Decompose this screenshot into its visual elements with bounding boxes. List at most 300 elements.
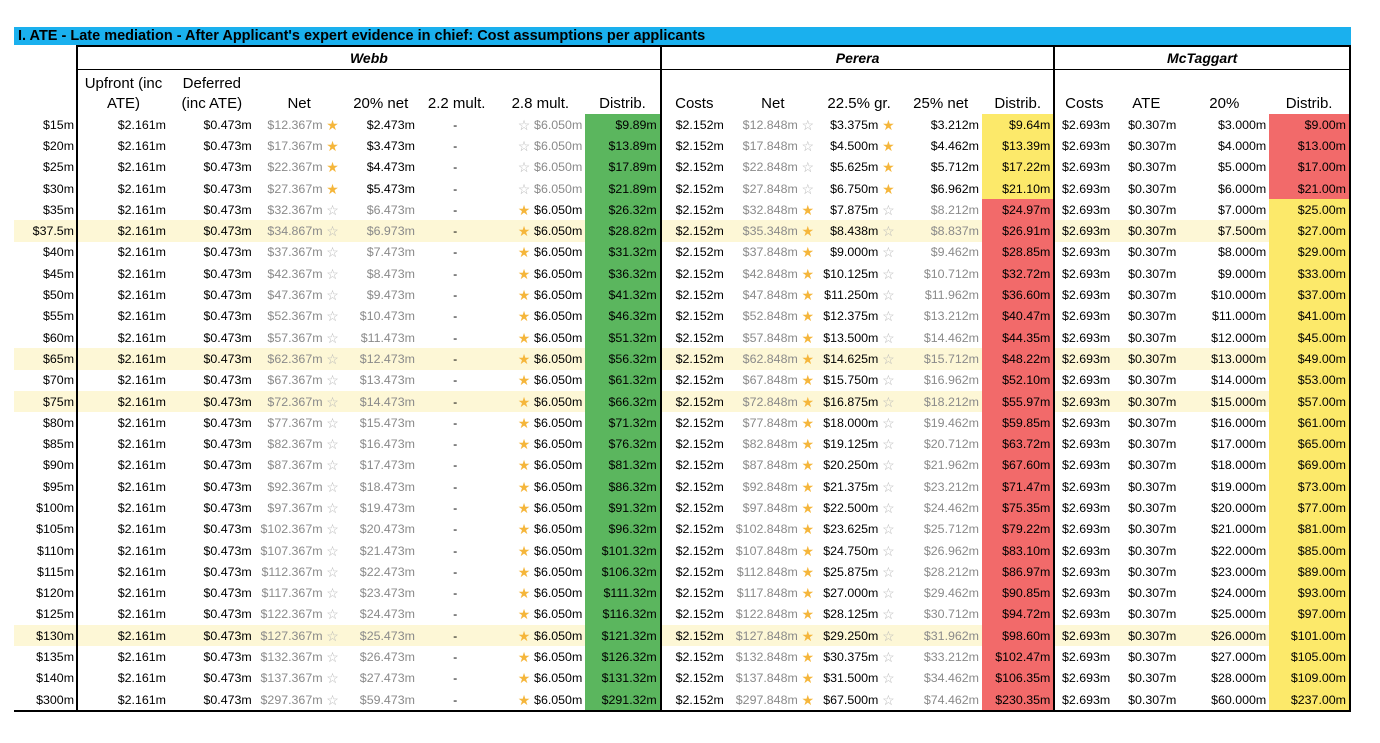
perera-gr-cell: $6.750m: [830, 181, 879, 196]
star-icon: ☆: [326, 563, 339, 580]
mctaggart-costs-cell: $2.693m: [1054, 242, 1113, 263]
claim-value: $30m: [43, 181, 75, 196]
table-row: [14, 348, 1350, 369]
perera-distrib-cell: $44.35m: [982, 327, 1054, 348]
perera-net-cell: $87.848m: [742, 458, 798, 473]
perera-costs-cell: $2.152m: [661, 540, 727, 561]
webb-net-cell: $97.367m: [267, 500, 323, 515]
perera-25-net-cell: $33.212m: [923, 650, 980, 665]
webb-20-net-cell: $8.473m: [366, 266, 415, 281]
claim-value: $100m: [36, 500, 75, 515]
perera-net-cell: $92.848m: [742, 479, 798, 494]
webb-distrib-cell: $71.32m: [585, 412, 660, 433]
header-2-8-mult: 2.8 mult.: [511, 95, 570, 112]
webb-distrib-cell: $36.32m: [585, 263, 660, 284]
deferred-cell: $0.473m: [203, 522, 252, 537]
star-icon: ★: [801, 350, 815, 367]
mctaggart-ate-cell: $0.307m: [1128, 160, 1177, 175]
star-icon: ★: [517, 350, 531, 367]
star-icon: ★: [801, 585, 815, 602]
mctaggart-20-cell: $18.000m: [1211, 458, 1267, 473]
webb-2-8-mult-cell: $6.050m: [534, 564, 583, 579]
perera-costs-cell: $2.152m: [661, 646, 727, 667]
star-icon: ★: [517, 372, 531, 389]
perera-gr-cell: $67.500m: [823, 692, 879, 707]
perera-net-cell: $107.848m: [735, 543, 798, 558]
header-mctaggart-distrib: Distrib.: [1269, 70, 1350, 115]
webb-2-8-mult-cell: $6.050m: [534, 266, 583, 281]
perera-net-cell: $42.848m: [742, 266, 798, 281]
star-icon: ☆: [326, 606, 339, 623]
mctaggart-distrib-cell: $33.00m: [1269, 263, 1350, 284]
header-20-net: 20% net: [353, 95, 409, 112]
webb-2-8-mult-cell: $6.050m: [534, 650, 583, 665]
webb-20-net-cell: $6.973m: [344, 220, 418, 241]
perera-costs-cell: $2.152m: [661, 284, 727, 305]
mctaggart-distrib-cell: $85.00m: [1269, 540, 1350, 561]
star-icon: ☆: [326, 244, 339, 261]
webb-20-net-cell: $15.473m: [359, 415, 415, 430]
table-row: [14, 370, 1350, 391]
deferred-cell: $0.473m: [203, 181, 252, 196]
star-icon: ★: [801, 223, 815, 240]
webb-2-2-mult-cell: -: [453, 138, 458, 153]
webb-distrib-cell: $56.32m: [585, 348, 660, 369]
webb-20-net-cell: $7.473m: [366, 245, 415, 260]
perera-costs-cell: $2.152m: [661, 604, 727, 625]
perera-25-net-cell: $6.962m: [930, 181, 980, 196]
group-perera: Perera: [661, 46, 1055, 70]
claim-value: $15m: [43, 117, 75, 132]
webb-net-cell: $122.367m: [260, 607, 323, 622]
perera-25-net-cell: $25.712m: [923, 522, 980, 537]
claim-value: $50m: [43, 288, 75, 303]
upfront-cell: $2.161m: [77, 114, 169, 135]
table-row: [14, 625, 1350, 646]
mctaggart-ate-cell: $0.307m: [1128, 500, 1177, 515]
mctaggart-ate-cell: $0.307m: [1128, 117, 1177, 132]
star-icon: ★: [882, 137, 895, 154]
webb-net-cell: $297.367m: [260, 692, 323, 707]
star-icon: ★: [801, 287, 815, 304]
claim-value: $35m: [43, 202, 75, 217]
upfront-cell: $2.161m: [77, 583, 169, 604]
star-icon: ★: [801, 457, 815, 474]
webb-2-8-mult-cell: $6.050m: [534, 692, 583, 707]
webb-20-net-cell: $9.473m: [366, 288, 415, 303]
mctaggart-20-cell: $4.000m: [1218, 138, 1267, 153]
webb-distrib-cell: $28.82m: [585, 220, 660, 241]
deferred-cell: $0.473m: [169, 348, 255, 369]
deferred-cell: $0.473m: [203, 607, 252, 622]
webb-2-8-mult-cell: $6.050m: [534, 415, 583, 430]
perera-costs-cell: $2.152m: [661, 668, 727, 689]
mctaggart-costs-cell: $2.693m: [1054, 220, 1113, 241]
webb-20-net-cell: $5.473m: [366, 181, 415, 196]
star-icon: ☆: [326, 223, 339, 240]
webb-2-8-mult-cell: $6.050m: [534, 309, 583, 324]
webb-2-2-mult-cell: -: [453, 415, 458, 430]
upfront-cell: $2.161m: [77, 178, 169, 199]
perera-distrib-cell: $90.85m: [982, 583, 1054, 604]
perera-costs-cell: $2.152m: [661, 242, 727, 263]
perera-distrib-cell: $52.10m: [982, 370, 1054, 391]
mctaggart-20-cell: $15.000m: [1179, 391, 1269, 412]
perera-costs-cell: $2.152m: [661, 178, 727, 199]
perera-costs-cell: $2.152m: [661, 306, 727, 327]
mctaggart-costs-cell: $2.693m: [1054, 476, 1113, 497]
webb-2-2-mult-cell: -: [453, 117, 458, 132]
webb-20-net-cell: $12.473m: [344, 348, 418, 369]
upfront-cell: $2.161m: [77, 455, 169, 476]
mctaggart-20-cell: $28.000m: [1211, 671, 1267, 686]
mctaggart-costs-cell: $2.693m: [1054, 284, 1113, 305]
star-icon: ☆: [882, 244, 895, 261]
star-icon: ☆: [326, 201, 339, 218]
perera-gr-cell: $11.250m: [824, 288, 879, 303]
perera-distrib-cell: $75.35m: [982, 497, 1054, 518]
upfront-cell: $2.161m: [77, 625, 169, 646]
table-row: [14, 646, 1350, 667]
star-icon: ☆: [517, 159, 531, 176]
star-icon: ☆: [326, 287, 339, 304]
webb-20-net-cell: $2.473m: [366, 117, 415, 132]
claim-value: $85m: [43, 437, 75, 452]
header-2-2-mult: 2.2 mult.: [427, 95, 486, 112]
webb-20-net-cell: $27.473m: [359, 671, 415, 686]
perera-gr-cell: $19.125m: [823, 437, 879, 452]
webb-2-2-mult-cell: -: [418, 220, 495, 241]
perera-net-cell: $127.848m: [735, 628, 798, 643]
star-icon: ☆: [801, 159, 815, 176]
table-row: [14, 476, 1350, 497]
perera-net-cell: $17.848m: [742, 138, 798, 153]
star-icon: ☆: [326, 393, 339, 410]
perera-distrib-cell: $98.60m: [982, 625, 1054, 646]
webb-2-2-mult-cell: -: [453, 288, 458, 303]
webb-distrib-cell: $31.32m: [585, 242, 660, 263]
star-icon: ★: [801, 436, 815, 453]
star-icon: ★: [801, 393, 815, 410]
star-icon: ☆: [326, 350, 339, 367]
mctaggart-distrib-cell: $93.00m: [1269, 583, 1350, 604]
group-mctaggart: McTaggart: [1054, 46, 1350, 70]
mctaggart-costs-cell: $2.693m: [1054, 306, 1113, 327]
mctaggart-20-cell: $21.000m: [1211, 522, 1267, 537]
star-icon: ★: [801, 329, 815, 346]
webb-net-cell: $22.367m: [267, 160, 323, 175]
webb-20-net-cell: $18.473m: [359, 479, 415, 494]
webb-distrib-cell: $61.32m: [585, 370, 660, 391]
perera-gr-cell: $3.375m: [830, 117, 879, 132]
perera-25-net-cell: $9.462m: [930, 245, 980, 260]
webb-20-net-cell: $22.473m: [359, 564, 415, 579]
deferred-cell: $0.473m: [203, 458, 252, 473]
mctaggart-distrib-cell: $61.00m: [1269, 412, 1350, 433]
perera-distrib-cell: $102.47m: [982, 646, 1054, 667]
upfront-cell: $2.161m: [77, 391, 169, 412]
mctaggart-distrib-cell: $25.00m: [1269, 199, 1350, 220]
mctaggart-distrib-cell: $89.00m: [1269, 561, 1350, 582]
star-icon: ★: [517, 287, 531, 304]
mctaggart-costs-cell: $2.693m: [1054, 625, 1113, 646]
webb-net-cell: $27.367m: [267, 181, 323, 196]
mctaggart-ate-cell: $0.307m: [1128, 564, 1177, 579]
webb-2-2-mult-cell: -: [418, 625, 495, 646]
perera-net-cell: $77.848m: [742, 415, 798, 430]
star-icon: ☆: [882, 223, 895, 240]
mctaggart-costs-cell: $2.693m: [1054, 263, 1113, 284]
webb-2-2-mult-cell: -: [418, 689, 495, 711]
mctaggart-20-cell: $17.000m: [1211, 437, 1267, 452]
mctaggart-distrib-cell: $69.00m: [1269, 455, 1350, 476]
deferred-cell: $0.473m: [203, 138, 252, 153]
header-ate: ATE: [1132, 95, 1161, 112]
claim-value: $140m: [36, 671, 75, 686]
webb-net-cell: $57.367m: [267, 330, 323, 345]
webb-2-2-mult-cell: -: [453, 266, 458, 281]
star-icon: ★: [517, 308, 531, 325]
page-title: I. ATE - Late mediation - After Applicant's expert evidence in chief: Cost assumptions per applicants: [18, 28, 706, 44]
perera-costs-cell: $2.152m: [661, 561, 727, 582]
header-25-net: 25% net: [913, 95, 969, 112]
mctaggart-distrib-cell: $57.00m: [1269, 391, 1350, 412]
star-icon: ☆: [882, 627, 895, 644]
star-icon: ☆: [326, 478, 339, 495]
webb-20-net-cell: $10.473m: [359, 309, 415, 324]
webb-2-8-mult-cell: $6.050m: [534, 543, 583, 558]
mctaggart-20-cell: $7.500m: [1179, 220, 1269, 241]
webb-distrib-cell: $76.32m: [585, 433, 660, 454]
star-icon: ★: [517, 499, 531, 516]
upfront-cell: $2.161m: [77, 519, 169, 540]
star-icon: ★: [517, 627, 531, 644]
mctaggart-ate-cell: $0.307m: [1128, 671, 1177, 686]
claim-value: $95m: [43, 479, 75, 494]
star-icon: ☆: [882, 457, 895, 474]
webb-distrib-cell: $111.32m: [585, 583, 660, 604]
star-icon: ☆: [326, 627, 339, 644]
perera-distrib-cell: $36.60m: [982, 284, 1054, 305]
table-row: [14, 306, 1350, 327]
table-row: [14, 412, 1350, 433]
table-row: [14, 242, 1350, 263]
webb-net-cell: $92.367m: [267, 479, 323, 494]
star-icon: ☆: [326, 414, 339, 431]
webb-2-8-mult-cell: $6.050m: [534, 607, 583, 622]
webb-2-8-mult-cell: $6.050m: [534, 351, 583, 366]
webb-2-8-mult-cell: $6.050m: [534, 394, 583, 409]
deferred-cell: $0.473m: [203, 202, 252, 217]
star-icon: ☆: [326, 542, 339, 559]
mctaggart-ate-cell: $0.307m: [1128, 522, 1177, 537]
webb-20-net-cell: $13.473m: [359, 373, 415, 388]
group-webb: Webb: [77, 46, 661, 70]
star-icon: ☆: [882, 393, 895, 410]
star-icon: ★: [517, 265, 531, 282]
star-icon: ☆: [882, 372, 895, 389]
mctaggart-20-cell: $60.000m: [1179, 689, 1269, 711]
star-icon: ★: [801, 244, 815, 261]
perera-costs-cell: $2.152m: [661, 220, 727, 241]
table-row: [14, 263, 1350, 284]
star-icon: ★: [801, 478, 815, 495]
header-22-5-gr: 22.5% gr.: [827, 95, 891, 112]
mctaggart-costs-cell: $2.693m: [1054, 178, 1113, 199]
webb-distrib-cell: $131.32m: [585, 668, 660, 689]
webb-20-net-cell: $4.473m: [366, 160, 415, 175]
perera-net-cell: $47.848m: [742, 288, 798, 303]
mctaggart-distrib-cell: $21.00m: [1269, 178, 1350, 199]
star-icon: ☆: [882, 287, 895, 304]
perera-costs-cell: $2.152m: [661, 135, 727, 156]
claim-value: $70m: [43, 373, 75, 388]
perera-gr-cell: $22.500m: [823, 500, 879, 515]
claim-value: $60m: [43, 330, 75, 345]
perera-distrib-cell: $21.10m: [982, 178, 1054, 199]
perera-25-net-cell: $8.837m: [899, 220, 982, 241]
star-icon: ★: [801, 649, 815, 666]
perera-net-cell: $57.848m: [742, 330, 798, 345]
perera-25-net-cell: $18.212m: [899, 391, 982, 412]
upfront-cell: $2.161m: [77, 646, 169, 667]
mctaggart-ate-cell: $0.307m: [1128, 181, 1177, 196]
webb-distrib-cell: $126.32m: [585, 646, 660, 667]
upfront-cell: $2.161m: [77, 220, 169, 241]
perera-costs-cell: $2.152m: [661, 433, 727, 454]
star-icon: ★: [517, 329, 531, 346]
upfront-cell: $2.161m: [77, 497, 169, 518]
header-deferred: Deferred (inc ATE): [181, 75, 243, 112]
deferred-cell: $0.473m: [169, 220, 255, 241]
webb-distrib-cell: $81.32m: [585, 455, 660, 476]
mctaggart-ate-cell: $0.307m: [1128, 309, 1177, 324]
perera-25-net-cell: $30.712m: [923, 607, 980, 622]
upfront-cell: $2.161m: [77, 476, 169, 497]
webb-2-2-mult-cell: -: [453, 607, 458, 622]
perera-gr-cell: $21.375m: [823, 479, 879, 494]
star-icon: ☆: [326, 436, 339, 453]
mctaggart-costs-cell: $2.693m: [1054, 583, 1113, 604]
claim-value: $300m: [14, 689, 77, 711]
perera-gr-cell: $23.625m: [823, 522, 879, 537]
mctaggart-costs-cell: $2.693m: [1054, 114, 1113, 135]
mctaggart-20-cell: $7.000m: [1218, 202, 1267, 217]
upfront-cell: $2.161m: [77, 348, 169, 369]
webb-2-2-mult-cell: -: [453, 500, 458, 515]
webb-net-cell: $12.367m: [267, 117, 323, 132]
mctaggart-20-cell: $3.000m: [1218, 117, 1267, 132]
header-20: 20%: [1209, 95, 1240, 112]
star-icon: ☆: [882, 436, 895, 453]
star-icon: ★: [326, 159, 339, 176]
header-perera-net: Net: [761, 95, 785, 112]
star-icon: ☆: [882, 521, 895, 538]
webb-distrib-cell: $96.32m: [585, 519, 660, 540]
mctaggart-costs-cell: $2.693m: [1054, 412, 1113, 433]
perera-distrib-cell: $17.22m: [982, 157, 1054, 178]
perera-net-cell: $52.848m: [742, 309, 798, 324]
mctaggart-ate-cell: $0.307m: [1128, 650, 1177, 665]
perera-25-net-cell: $31.962m: [899, 625, 982, 646]
webb-20-net-cell: $14.473m: [344, 391, 418, 412]
claim-value: $105m: [36, 522, 75, 537]
webb-2-2-mult-cell: -: [453, 437, 458, 452]
star-icon: ☆: [326, 372, 339, 389]
table-row: [14, 583, 1350, 604]
claim-value: $135m: [36, 650, 75, 665]
perera-gr-cell: $12.375m: [823, 309, 879, 324]
webb-20-net-cell: $20.473m: [359, 522, 415, 537]
star-icon: ★: [801, 308, 815, 325]
webb-2-8-mult-cell: $6.050m: [534, 671, 583, 686]
deferred-cell: $0.473m: [203, 415, 252, 430]
star-icon: ☆: [882, 499, 895, 516]
webb-2-8-mult-cell: $6.050m: [534, 437, 583, 452]
deferred-cell: $0.473m: [203, 437, 252, 452]
upfront-cell: $2.161m: [77, 199, 169, 220]
webb-net-cell: $107.367m: [260, 543, 323, 558]
perera-25-net-cell: $28.212m: [923, 564, 980, 579]
perera-net-cell: $137.848m: [735, 671, 798, 686]
perera-distrib-cell: $32.72m: [982, 263, 1054, 284]
deferred-cell: $0.473m: [203, 586, 252, 601]
perera-gr-cell: $15.750m: [823, 373, 879, 388]
webb-net-cell: $37.367m: [267, 245, 323, 260]
perera-costs-cell: $2.152m: [661, 476, 727, 497]
star-icon: ☆: [517, 116, 531, 133]
webb-2-2-mult-cell: -: [453, 458, 458, 473]
mctaggart-20-cell: $5.000m: [1218, 160, 1267, 175]
star-icon: ☆: [326, 457, 339, 474]
webb-2-2-mult-cell: -: [453, 671, 458, 686]
perera-net-cell: $72.848m: [742, 394, 798, 409]
webb-20-net-cell: $16.473m: [359, 437, 415, 452]
claim-value: $115m: [37, 564, 75, 579]
webb-net-cell: $32.367m: [267, 202, 323, 217]
perera-costs-cell: $2.152m: [661, 114, 727, 135]
star-icon: ★: [801, 521, 815, 538]
claim-value: $20m: [43, 138, 75, 153]
perera-gr-cell: $13.500m: [823, 330, 879, 345]
mctaggart-distrib-cell: $237.00m: [1269, 689, 1350, 711]
claim-value: $120m: [36, 586, 75, 601]
star-icon: ★: [882, 159, 895, 176]
mctaggart-distrib-cell: $105.00m: [1269, 646, 1350, 667]
webb-distrib-cell: $91.32m: [585, 497, 660, 518]
upfront-cell: $2.161m: [77, 306, 169, 327]
webb-20-net-cell: $17.473m: [359, 458, 415, 473]
star-icon: ★: [517, 691, 531, 708]
claim-value: $80m: [43, 415, 75, 430]
deferred-cell: $0.473m: [203, 245, 252, 260]
mctaggart-costs-cell: $2.693m: [1054, 455, 1113, 476]
upfront-cell: $2.161m: [77, 561, 169, 582]
star-icon: ★: [801, 265, 815, 282]
claim-value: $40m: [43, 245, 75, 260]
star-icon: ☆: [326, 691, 339, 708]
star-icon: ☆: [882, 201, 895, 218]
deferred-cell: $0.473m: [203, 564, 252, 579]
webb-distrib-cell: $86.32m: [585, 476, 660, 497]
table-row: [14, 199, 1350, 220]
claim-value: $37.5m: [14, 220, 77, 241]
perera-gr-cell: $8.438m: [830, 224, 879, 239]
webb-distrib-cell: $9.89m: [585, 114, 660, 135]
webb-net-cell: $132.367m: [260, 650, 323, 665]
table-row: [14, 497, 1350, 518]
perera-distrib-cell: $79.22m: [982, 519, 1054, 540]
